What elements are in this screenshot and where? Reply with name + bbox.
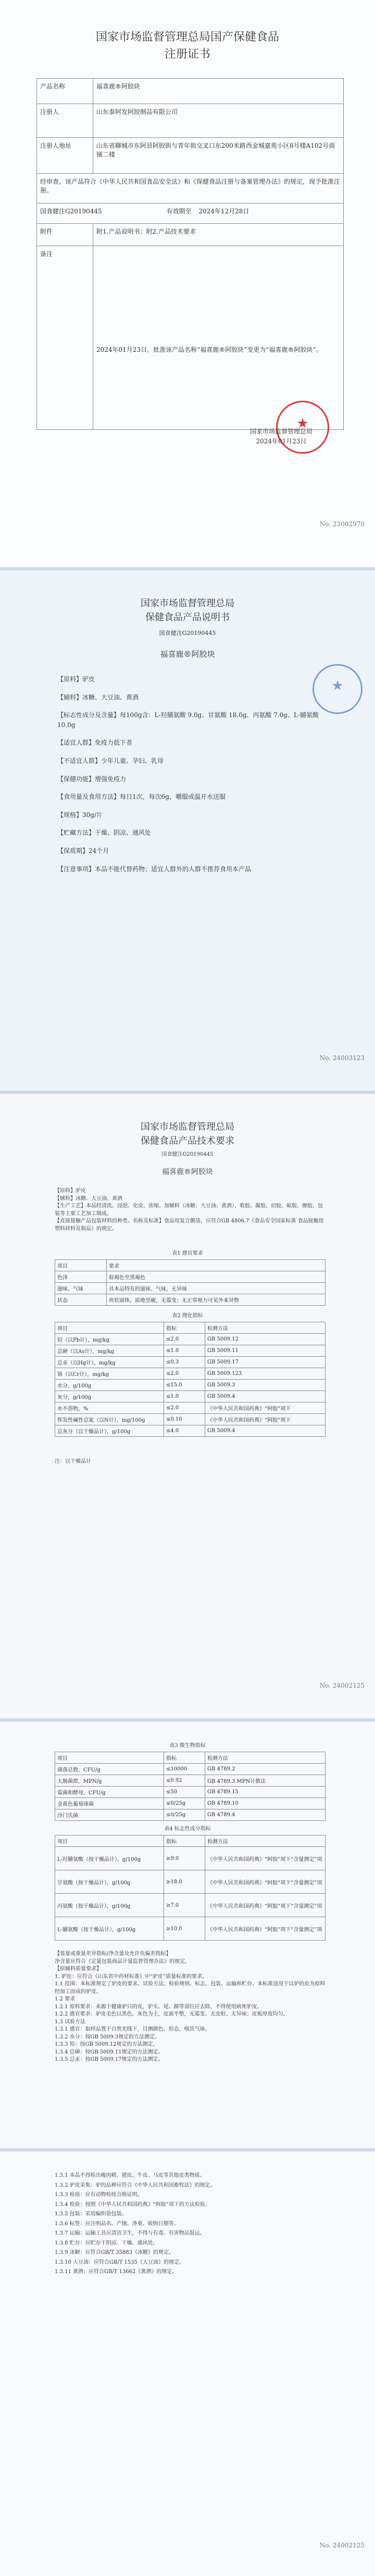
table-cell: 金黄色葡萄球菌 [55, 1798, 164, 1809]
cert-issue-date: 2024年01月23日 [256, 437, 307, 445]
spec-intro-line: 【生产工艺】本品经清洗、浸泡、化皮、浓缩、加辅料（冰糖、大豆油、黄酒）、收胶、凝胶、切胶、晾胶、擦胶、包装等主要工艺加工制成。 [55, 1203, 323, 1217]
official-seal [312, 664, 362, 714]
manual-item: 【贮藏方法】干燥、阴凉、通风处 [57, 829, 152, 837]
spec-body-line: 1.3.10 大豆油：应符合GB/T 1535《大豆油》的规定。 [55, 2259, 184, 2265]
spec-body-line: 1. 驴皮：应符合《山东省中药材标准》中“驴皮”质量标准的要求。 [55, 1973, 207, 1980]
spec-serial-2: No. 24002125 [319, 2542, 365, 2549]
spec-body-line: 1.2 要求 [55, 1996, 76, 2002]
spec-page-3 [0, 2151, 375, 2576]
spec-body-line: 1.3.2 驴皮采集：驴的品种应符合《中华人民共和国畜牧法》的规定。 [55, 2182, 216, 2188]
table-cell: L-羟脯氨酸（按干燥品计），g/100g [55, 1847, 164, 1870]
table-cell: 菌落总数，CFU/g [55, 1764, 164, 1775]
table2 [55, 1322, 326, 1437]
manual-title-line1: 国家市场监督管理总局 [141, 598, 234, 609]
manual-title-line2: 保健食品产品说明书 [145, 612, 230, 623]
cert-value: 福喜鹿®阿胶块 [93, 79, 344, 104]
spec-body-line: 【装量或重量差异指标/净含量及允许负偏差指标】 [55, 1951, 171, 1957]
table-cell: GB 5009.4 [205, 1391, 326, 1402]
table-header: 要求 [107, 1260, 326, 1271]
manual-item: 【原料】驴皮 [57, 675, 95, 683]
table-header: 检测方法 [205, 1322, 326, 1334]
spec-reg: 国食健注G20190445 [161, 1152, 214, 1157]
table-cell: 总灰分（以干燥品计），g/100g [55, 1425, 164, 1437]
spec-body-line: 1.3.9 冰糖：应符合GB/T 35883《冰糖》的规定。 [55, 2250, 174, 2255]
spec-body-line: 1.2.2 感官要求：驴皮毛色以黑色、灰色为主，皮面平整，无霉变、无虫蛀、无异味；皮板厚度均匀。 [55, 2011, 289, 2017]
cert-value: 2024年01月23日，批准该产品名称“福喜鹿®阿胶块”变更为“福喜鹿®阿胶块”。 [93, 246, 344, 430]
cert-label: 备注 [37, 246, 93, 430]
table1-title: 表1 感官要求 [172, 1251, 203, 1256]
cert-valid-label: 有效期至 [166, 208, 192, 215]
table-cell: ≥9.0 [164, 1847, 205, 1870]
spec-body-line: 1.2.1 原料要求：来源于健康驴只的皮，驴头、尾、蹄等部位应去除，不得使用病死驴皮。 [55, 2004, 262, 2010]
cert-approval-text: 经审查，该产品符合《中华人民共和国食品安全法》和《保健食品注册与备案管理办法》的规定，现予批准注册。 [37, 174, 344, 203]
table-header: 指标 [164, 1752, 205, 1764]
table-cell: 《中华人民共和国药典》“阿胶”项下 [205, 1414, 326, 1425]
cert-title [0, 29, 375, 63]
table-cell: ≥18.0 [164, 1870, 205, 1894]
seal-star-icon: ★ [331, 678, 344, 694]
cert-value: 山东泰阿发阿胶制品有限公司 [93, 104, 344, 138]
table-cell: ≤1.0 [164, 1391, 205, 1402]
spec-serial: No. 24002125 [319, 1682, 365, 1689]
table-cell: 《中华人民共和国药典》“阿胶”项下“含量测定”项 [205, 1847, 326, 1870]
table-cell: GB 5009.3 [205, 1380, 326, 1391]
spec-body-line: 1.1 范围：本标准规定了驴皮的要求、试验方法、检验规则、标志、包装、运输和贮存。本标准适用于以驴的皮为原料经加工而成的驴皮。 [55, 1981, 326, 1995]
cert-issuer [250, 427, 312, 446]
spec-body-line: 1.3.4 检验：按照《中华人民共和国药典》“阿胶”项下的方法检验。 [55, 2201, 210, 2208]
table-cell: 沙门氏菌 [55, 1809, 164, 1821]
spec-body-line: 1.3.8 贮存：应贮存于阴凉、干燥、通风处。 [55, 2240, 158, 2246]
table-cell: GB 5009.17 [205, 1357, 326, 1368]
table4-title: 表4 标志性成分指标 [164, 1826, 211, 1832]
table-cell: ≤1.0 [164, 1345, 205, 1357]
spec-body [55, 1950, 326, 2064]
cert-serial: No. 23002970 [319, 520, 365, 528]
cert-value: 附1.产品说明书；附2.产品技术要求 [93, 224, 344, 246]
table-cell: GB 4789.4 [205, 1809, 326, 1821]
manual-items [57, 674, 328, 882]
spec-body-line: 1.3.7 运输：运输工具应清洁卫生，不得与有毒、有害物品混运。 [55, 2230, 205, 2236]
manual-page [0, 570, 375, 1091]
spec-body-line: 1.3.5 总汞：按GB 5009.17规定的方法测定。 [55, 2057, 164, 2062]
spec-intro-line: 【辅料】冰糖、大豆油、黄酒 [55, 1195, 122, 1202]
table-header: 指标 [164, 1322, 205, 1334]
cert-reg-number: 国食健注G20190445 [40, 208, 102, 215]
table-cell: ≤2.0 [164, 1368, 205, 1380]
table-cell: ≤2.0 [164, 1334, 205, 1345]
table-cell: ≥7.0 [164, 1894, 205, 1917]
table-cell: GB 4789.3 MPN计数法 [205, 1775, 326, 1787]
table-cell: 水分，g/100g [55, 1380, 164, 1391]
spec-body-line: 1.3.3 铅：按GB 5009.12规定的方法测定。 [55, 2042, 158, 2047]
table3 [55, 1752, 326, 1821]
table-cell: 《中华人民共和国药典》“阿胶”项下“含量测定”项 [205, 1870, 326, 1894]
table-cell: 挥发性碱性总氮（以N计），mg/100g [55, 1414, 164, 1425]
spec-body-line: 1.3.11 黄酒：应符合GB/T 13662《黄酒》的规定。 [55, 2269, 178, 2275]
table-header: 项目 [55, 1260, 107, 1271]
spec-body-line: 1.3 试验方法 [55, 2019, 86, 2025]
table-header: 项目 [55, 1322, 164, 1334]
table-cell: 状态 [55, 1294, 107, 1306]
table-header: 项目 [55, 1752, 164, 1764]
cert-label: 产品名称 [37, 79, 93, 104]
manual-item: 【保健功能】增强免疫力 [57, 775, 127, 783]
spec-title [0, 1120, 375, 1148]
table-cell: ≤0/25g [164, 1809, 205, 1821]
spec-page-1 [0, 1094, 375, 1718]
manual-item: 【不适宜人群】少年儿童、孕妇、乳母 [57, 757, 164, 764]
table-cell: 大肠菌群，MPN/g [55, 1775, 164, 1787]
manual-item: 【适宜人群】免疫力低下者 [57, 739, 133, 747]
manual-item: 【食用量及食用方法】每日1次，每次6g，嚼服或温开水送服 [57, 793, 226, 801]
table3-title: 表3 微生物指标 [169, 1743, 206, 1749]
cert-label: 注册人地址 [37, 138, 93, 174]
manual-item: 【辅料】冰糖、大豆油、黄酒 [57, 693, 139, 701]
cert-issue-org: 国家市场监督管理总局 [250, 428, 313, 435]
table-cell: ≥10.0 [164, 1917, 205, 1941]
table-cell: ≤0/25g [164, 1798, 205, 1809]
spec-body-line: 净含量应符合《定量包装商品计量监督管理办法》的规定。 [55, 1958, 190, 1965]
spec-page-2 [0, 1721, 375, 2148]
spec-body-line: 1.3.2 水分：按GB 5009.3规定的方法测定。 [55, 2034, 160, 2040]
manual-item: 【规格】30g/片 [57, 811, 103, 819]
manual-reg: 国食健注G20190445 [159, 630, 216, 636]
spec-intro [55, 1188, 326, 1233]
table-cell: 滋味、气味 [55, 1283, 107, 1294]
spec-product: 福喜鹿®阿胶块 [162, 1168, 213, 1176]
table-cell: GB 5009.12 [205, 1334, 326, 1345]
certificate-page [0, 0, 375, 567]
cert-valid-date: 2024年12月28日 [198, 208, 249, 215]
table-cell: GB 4789.2 [205, 1764, 326, 1775]
table-cell: 灰分，g/100g [55, 1391, 164, 1402]
seal-star-icon: ★ [296, 416, 309, 431]
table-cell: 铬（以Cr计），mg/kg [55, 1368, 164, 1380]
table-header: 指标 [164, 1835, 205, 1847]
spec-intro-line: 【直接接触产品包装材料的种类、名称及标准】食品用复合膜袋，应符合GB 4806.7《食品安全国家标准 食品接触用塑料材料及制品》的规定。 [55, 1218, 324, 1232]
table-cell: 《中华人民共和国药典》“阿胶”项下“含量测定”项 [205, 1894, 326, 1917]
table-cell: GB 5009.11 [205, 1345, 326, 1357]
table2-note: 注：以干燥品计 [55, 1459, 91, 1464]
manual-item: 【注意事项】本品不能代替药物；适宜人群外的人群不推荐食用本产品 [57, 865, 252, 873]
table-cell: GB 5009.123 [205, 1368, 326, 1380]
manual-title [0, 596, 375, 624]
table-cell: 霉菌和酵母，CFU/g [55, 1787, 164, 1798]
table-cell: 块状固体，质地坚硬，无霉变；无正常视力可见外来异物 [107, 1294, 326, 1306]
spec-title-line2: 保健食品产品技术要求 [141, 1136, 234, 1146]
table-cell: 棕褐色至黑褐色 [107, 1271, 326, 1283]
table-header: 检测方法 [205, 1752, 326, 1764]
table-cell: GB 4789.15 [205, 1787, 326, 1798]
table-cell: ≤50 [164, 1787, 205, 1798]
spec-title-line1: 国家市场监督管理总局 [141, 1121, 234, 1132]
spec-body-line: 1.3.3 检疫：应有动物检疫合格证明。 [55, 2192, 143, 2198]
table-cell: L-脯氨酸（按干燥品计），g/100g [55, 1917, 164, 1941]
cert-title-line2: 注册证书 [164, 48, 210, 61]
table-cell: GB 4789.10 [205, 1798, 326, 1809]
table-cell: 丙氨酸（按干燥品计），g/100g [55, 1894, 164, 1917]
manual-serial: No. 24003123 [319, 1054, 365, 1062]
spec-body-line: 【原辅料质量要求】 [55, 1966, 102, 1972]
spec-body-line: 1.3.4 总砷：按GB 5009.11规定的方法测定。 [55, 2049, 164, 2055]
spec-body-line: 1.3.5 包装：采用编织袋包装。 [55, 2211, 127, 2217]
table-cell: ≤15.0 [164, 1380, 205, 1391]
table-cell: 《中华人民共和国药典》“阿胶”项下“含量测定”项 [205, 1917, 326, 1941]
table-cell: ≤4.0 [164, 1425, 205, 1437]
table-cell: GB 5009.4 [205, 1425, 326, 1437]
spec-intro-line: 【原料】驴皮 [55, 1188, 86, 1194]
spec-body-line: 1.3.6 标签：应注明品名、产地、净重、收购日期等。 [55, 2221, 179, 2227]
table-header: 检测方法 [205, 1835, 326, 1847]
table-cell: ≤10000 [164, 1764, 205, 1775]
spec-page2-body [55, 2172, 326, 2278]
table-cell: 总砷（以As计），mg/kg [55, 1345, 164, 1357]
table-header: 项目 [55, 1835, 164, 1847]
table-cell: 具本品特有的滋味、气味，无异味 [107, 1283, 326, 1294]
spec-body-line: 1.3.1 感官：取样品置于自然光线下，目测颜色、形态，嗅其气味。 [55, 2026, 210, 2032]
cert-label: 注册人 [37, 104, 93, 138]
table-cell: 铅（以Pb计），mg/kg [55, 1334, 164, 1345]
cert-title-line1: 国家市场监督管理总局国产保健食品 [95, 31, 279, 44]
cert-value: 山东省聊城市东阿县阿胶街与青年街交叉口东200米路西金城嘉苑小区8号楼A102号商铺二楼 [93, 138, 344, 174]
table-cell: 甘氨酸（按干燥品计），g/100g [55, 1870, 164, 1894]
manual-item: 【保质期】24个月 [57, 847, 109, 855]
table2-title: 表2 理化指标 [172, 1313, 203, 1319]
cert-table [36, 78, 344, 430]
table-cell: 《中华人民共和国药典》“阿胶”项下 [205, 1402, 326, 1414]
manual-product: 福喜鹿®阿胶块 [160, 649, 215, 659]
table1 [55, 1259, 326, 1306]
spec-body-line: 1.3.1 本品不得检出瘦肉精、猪皮、牛皮、马皮等其他皮类物质。 [55, 2173, 205, 2178]
table-cell: 水不溶物，% [55, 1402, 164, 1414]
table-cell: ≤2.0 [164, 1402, 205, 1414]
table-cell: 色泽 [55, 1271, 107, 1283]
table4 [55, 1835, 326, 1941]
cert-label: 附件 [37, 224, 93, 246]
table-cell: ≤0.3 [164, 1357, 205, 1368]
table-cell: 总汞（以Hg计），mg/kg [55, 1357, 164, 1368]
table-cell: ≤0.10 [164, 1414, 205, 1425]
table-cell: ≤0.92 [164, 1775, 205, 1787]
manual-item: 【标志性成分及含量】每100g含：L-羟脯氨酸 9.0g、甘氨酸 18.0g、丙氨酸 7.0g、L-脯氨酸 10.0g [57, 711, 319, 729]
